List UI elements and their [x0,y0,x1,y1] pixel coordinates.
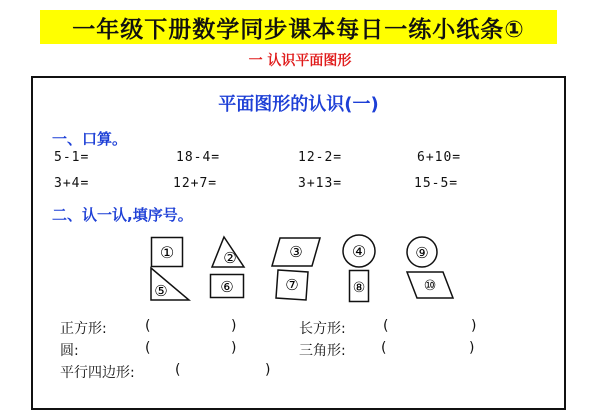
parallelogram-3-shape [270,236,322,268]
rectangle-6-shape [209,273,245,299]
triangle-5-shape [149,266,191,302]
problem-2: 18-4= [176,150,221,165]
section-identify-heading: 二、认一认,填序号。 [52,206,193,224]
shape-label-1: ① [159,243,175,262]
card-title: 平面图形的认识(一) [218,94,379,115]
triangle-answer-close: ) [469,340,475,356]
square-answer-label: 正方形: [60,321,107,337]
shape-label-8: ⑧ [352,280,366,296]
parallelogram-10-shape [405,270,455,300]
parallelogram-answer-open: ( [175,362,181,378]
problem-5: 3+4= [54,176,90,191]
square-answer-open: ( [145,318,151,334]
problem-7: 3+13= [298,176,343,191]
parallelogram-answer-close: ) [265,362,271,378]
problem-4: 6+10= [417,150,462,165]
circle-4-shape [341,233,377,269]
banner-title: 一年级下册数学同步课本每日一练小纸条① [72,16,525,43]
rectangle-answer-open: ( [383,318,389,334]
shape-label-9: ⑨ [415,244,429,262]
rectangle-8-shape [348,269,370,303]
problem-6: 12+7= [173,176,218,191]
shape-label-10: ⑩ [423,278,437,294]
triangle-answer-open: ( [381,340,387,356]
worksheet-banner [40,10,557,44]
circle-9-shape [405,235,439,269]
shape-label-5: ⑤ [154,282,168,300]
triangle-answer-label: 三角形: [299,343,346,359]
exercise-card [31,76,566,410]
problem-3: 12-2= [298,150,343,165]
shape-label-4: ④ [351,242,367,261]
square-answer-close: ) [231,318,237,334]
parallelogram-answer-label: 平行四边形: [60,365,135,381]
square-1-shape [150,236,184,268]
shape-label-7: ⑦ [285,276,299,294]
shape-label-6: ⑥ [220,278,234,296]
circle-answer-open: ( [145,340,151,356]
circle-answer-close: ) [231,340,237,356]
section-mental-math-heading: 一、口算。 [52,130,128,148]
unit-subtitle: 一 认识平面图形 [248,53,352,69]
shape-label-3: ③ [289,243,303,261]
circle-answer-label: 圆: [60,343,79,359]
rectangle-answer-label: 长方形: [299,321,346,337]
square-7-shape [274,268,310,302]
problem-1: 5-1= [54,150,90,165]
problem-8: 15-5= [414,176,459,191]
shape-label-2: ② [223,249,237,267]
triangle-2-shape [210,235,246,269]
rectangle-answer-close: ) [471,318,477,334]
